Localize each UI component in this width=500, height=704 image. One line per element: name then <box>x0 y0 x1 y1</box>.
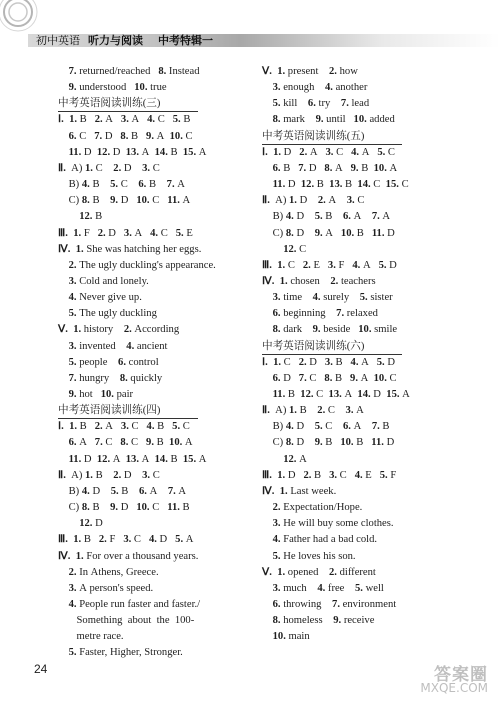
answer-line: C) 8. B 9. D 10. C 11. B <box>58 502 190 514</box>
answer-line: 7. hungry 8. quickly <box>68 372 163 384</box>
answer-line: 8. dark 9. beside 10. smile <box>272 324 398 336</box>
answer-line: 6. D 7. C 8. B 9. A 10. C <box>272 372 397 384</box>
answer-line: Something about the 100- <box>58 615 195 627</box>
answer-line: C) 8. D 9. A 10. B 11. D <box>262 227 395 239</box>
answer-line: Ⅴ. 1. present 2. how <box>262 66 358 77</box>
answer-line: 12. B <box>79 211 103 223</box>
answer-line: 5. He loves his son. <box>272 550 356 562</box>
answer-line: 3. He will buy some clothes. <box>272 518 394 530</box>
answer-line: 10. main <box>272 631 310 643</box>
answer-line: 3. enough 4. another <box>272 82 368 94</box>
answer-line: metre race. <box>58 631 124 643</box>
section-tag: 中考特辑一 <box>158 34 213 47</box>
answer-line: Ⅴ. 1. history 2. According <box>58 324 180 336</box>
section-heading: 中考英语阅读训练(六) <box>262 340 365 352</box>
answer-line: Ⅰ. 1. C 2. D 3. B 4. A 5. D <box>262 356 395 368</box>
answer-line: 4. People run faster and faster./ <box>68 598 201 610</box>
answer-line: 5. people 6. control <box>68 356 159 368</box>
answer-line: 2. Expectation/Hope. <box>272 502 363 514</box>
answer-line: Ⅲ. 1. C 2. E 3. F 4. A 5. D <box>262 259 397 271</box>
answer-line: Ⅱ. A) 1. B 2. D 3. C <box>58 469 160 481</box>
book-subtitle: 听力与阅读 <box>88 34 143 47</box>
answer-line: Ⅴ. 1. opened 2. different <box>262 566 376 578</box>
page-header <box>0 0 500 50</box>
answer-line: 2. The ugly duckling's appearance. <box>68 259 216 271</box>
answer-line: B) 4. D 5. C 6. A 7. B <box>262 421 390 433</box>
answer-line: 5. kill 6. try 7. lead <box>272 98 370 110</box>
section-underline <box>262 144 402 145</box>
answer-line: 3. much 4. free 5. well <box>272 582 384 594</box>
answer-line: 9. hot 10. pair <box>68 389 134 400</box>
answer-line: Ⅱ. A) 1. B 2. C 3. A <box>262 405 364 417</box>
answer-line: Ⅳ. 1. For over a thousand years. <box>58 550 199 562</box>
answer-line: Ⅳ. 1. Last week. <box>262 485 337 497</box>
answer-line: Ⅱ. A) 1. D 2. A 3. C <box>262 195 365 207</box>
answer-line: Ⅲ. 1. D 2. B 3. C 4. E 5. F <box>262 469 397 481</box>
answer-line: 12. C <box>283 243 307 255</box>
answer-line: 12. D <box>79 518 103 530</box>
answer-line: 11. D 12. A 13. A 14. B 15. A <box>68 453 207 465</box>
answer-line: B) 4. B 5. C 6. B 7. A <box>58 179 185 191</box>
section-underline <box>262 354 402 355</box>
answer-line: 11. D 12. D 13. A 14. B 15. A <box>68 146 207 158</box>
answer-line: B) 4. D 5. B 6. A 7. A <box>262 211 391 223</box>
answer-line: Ⅳ. 1. chosen 2. teachers <box>262 275 376 287</box>
answer-line: 2. In Athens, Greece. <box>68 566 159 578</box>
answer-line: Ⅰ. 1. B 2. A 3. C 4. B 5. C <box>58 421 190 433</box>
section-underline <box>58 418 198 419</box>
section-heading: 中考英语阅读训练(五) <box>262 130 365 142</box>
answer-line: 6. B 7. D 8. A 9. B 10. A <box>272 162 398 174</box>
answer-line: Ⅳ. 1. She was hatching her eggs. <box>58 243 202 255</box>
answer-line: 5. The ugly duckling <box>68 308 157 320</box>
answer-line: 4. Father had a bad cold. <box>272 534 378 546</box>
page-number: 24 <box>34 662 48 676</box>
book-title: 初中英语 <box>36 34 80 47</box>
answer-line: C) 8. B 9. D 10. C 11. A <box>58 195 191 207</box>
answer-line: 8. mark 9. until 10. added <box>272 114 395 126</box>
answer-line: 9. understood 10. true <box>68 82 167 94</box>
section-heading: 中考英语阅读训练(三) <box>58 98 161 110</box>
answer-line: 3. invented 4. ancient <box>68 340 168 352</box>
answer-line: 11. B 12. C 13. A 14. D 15. A <box>272 389 410 400</box>
answer-line: 3. A person's speed. <box>68 582 154 594</box>
answer-line: 6. C 7. D 8. B 9. A 10. C <box>68 130 193 142</box>
answer-line: 12. A <box>283 453 307 465</box>
answer-line: Ⅱ. A) 1. C 2. D 3. C <box>58 162 160 174</box>
answer-line: 4. Never give up. <box>68 292 142 304</box>
answer-line: Ⅰ. 1. B 2. A 3. A 4. C 5. B <box>58 114 191 126</box>
answer-line: 3. time 4. surely 5. sister <box>272 292 393 304</box>
answer-line: Ⅰ. 1. D 2. A 3. C 4. A 5. C <box>262 146 395 158</box>
section-underline <box>58 111 198 112</box>
answer-line: 6. A 7. C 8. C 9. B 10. A <box>68 437 193 449</box>
answer-line: C) 8. D 9. B 10. B 11. D <box>262 437 395 449</box>
answer-line: Ⅲ. 1. B 2. F 3. C 4. D 5. A <box>58 534 194 546</box>
answer-line: Ⅲ. 1. F 2. D 3. A 4. C 5. E <box>58 227 193 239</box>
answer-line: 7. returned/reached 8. Instead <box>68 66 200 77</box>
answer-line: 5. Faster, Higher, Stronger. <box>68 647 183 659</box>
answer-line: 6. beginning 7. relaxed <box>272 308 378 320</box>
answer-line: 3. Cold and lonely. <box>68 275 149 287</box>
answer-line: 11. D 12. B 13. B 14. C 15. C <box>272 179 409 191</box>
answer-line: B) 4. D 5. B 6. A 7. A <box>58 485 187 497</box>
header-bar <box>28 34 500 47</box>
answer-line: 6. throwing 7. environment <box>272 598 397 610</box>
section-heading: 中考英语阅读训练(四) <box>58 405 161 417</box>
watermark-logo: 答案圈 MXQE.COM <box>420 665 488 695</box>
answer-line: 8. homeless 9. receive <box>272 615 375 627</box>
